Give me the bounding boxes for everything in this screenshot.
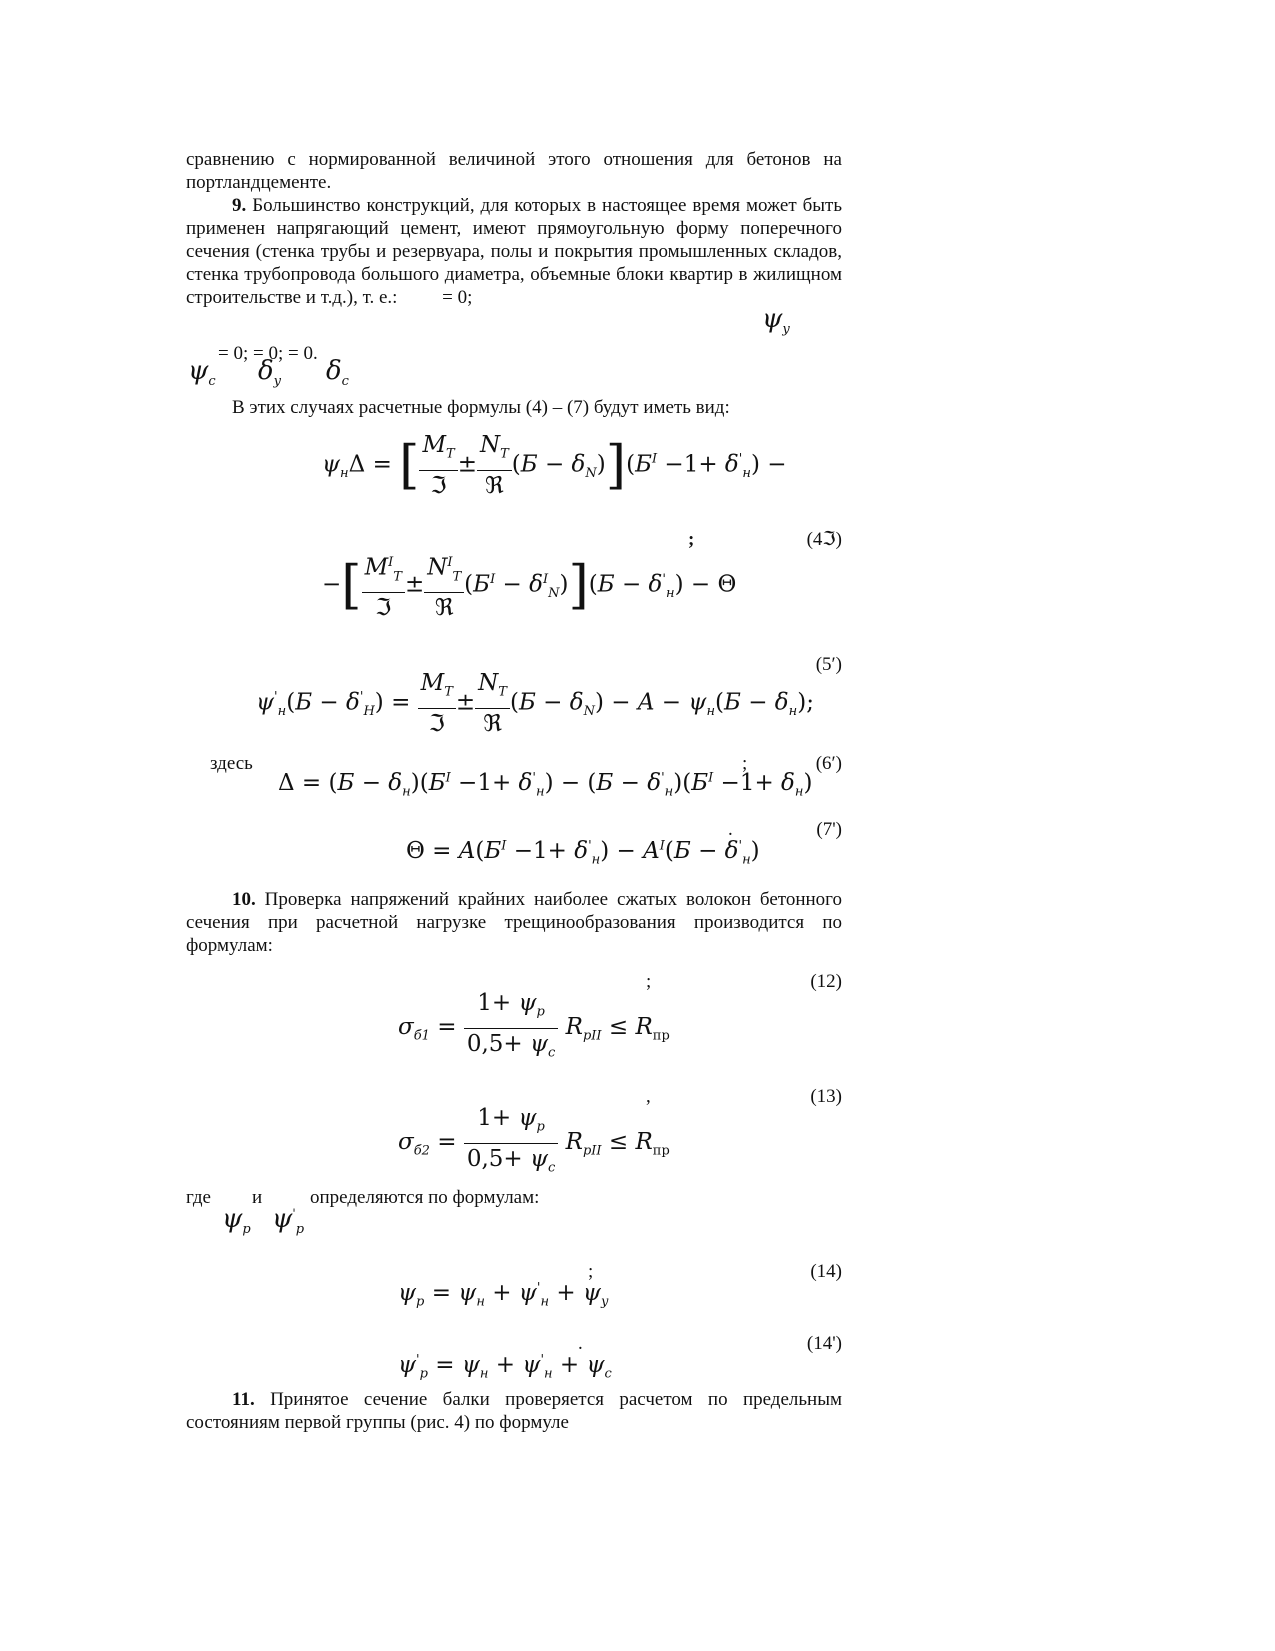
delta-y-symbol: $\delta_y$ bbox=[258, 356, 282, 390]
equation-14: $\psi_p = \psi_н + \psi'_н + \psi_y$ bbox=[398, 1280, 609, 1310]
item-number: 10. bbox=[232, 889, 256, 910]
gde-label: где bbox=[186, 1187, 211, 1208]
equation-7-punct: . bbox=[728, 819, 733, 840]
item-number: 9. bbox=[232, 195, 247, 216]
and-label: и bbox=[252, 1187, 263, 1208]
equation-4-number: (4ℑ) bbox=[806, 529, 842, 550]
equation-14p-punct: . bbox=[578, 1333, 583, 1354]
paragraph-9-text: Большинство конструкций, для которых в настоящее время может быть применен напрягающий цемент, имеют прямоугольную форму поперечного сечения (стенка трубы и резервуара, полы и покрытия промышленных складов, стенка трубопровода большого диаметра, объемные блоки квартир в жилищном строительстве и т.д.), т. е.: bbox=[186, 195, 843, 308]
psi-p-prime-symbol: $\psi'_p$ bbox=[272, 1204, 305, 1238]
equation-4-part1: $\psi_н\Delta$ = [ $\frac{M_T}{\text{ℑ}}$ ± $\frac{N_T}{\text{ℜ}}$ $(Б - \delta_N)](Б^I -1+ \delta'_н)$ − bbox=[322, 432, 787, 499]
psi-y-symbol: $\psi_y$ bbox=[762, 304, 790, 338]
equation-4-part2: −[ $\frac{M^I_T}{\text{ℑ}}$ ± $\frac{N^I_T}{\text{ℜ}}$ $(Б^I - \delta^I_N)](Б - \delta'_н) - \Theta$ bbox=[322, 548, 736, 623]
determined-label: определяются по формулам: bbox=[310, 1187, 540, 1208]
psi-p-symbol: $\psi_p$ bbox=[222, 1204, 251, 1238]
paragraph-10-text: Проверка напряжений крайних наиболее сжатых волокон бетонного сечения при расчетной нагрузке трещинообразования производится по формулам: bbox=[186, 889, 842, 956]
paragraph-1: сравнению с нормированной величиной этого отношения для бетонов на портландцементе. bbox=[186, 149, 842, 193]
paragraph-11 bbox=[186, 1388, 842, 1434]
equation-6-punct: ; bbox=[742, 753, 748, 774]
paragraph-9-tail: = 0; bbox=[442, 287, 473, 308]
equation-5: $\psi'_н(Б - \delta'_H)$ = $\frac{M_T}{\text{ℑ}}$ ± $\frac{N_T}{\text{ℜ}}$ $(Б - \delta_N) - A - \psi_н(Б - \delta_н)$; bbox=[256, 670, 814, 737]
equation-14-punct: ; bbox=[588, 1261, 594, 1282]
equation-7: $\Theta = A(Б^I -1+ \delta'_н) - A^I(Б - \delta'_н)$ bbox=[406, 838, 760, 868]
cases-line: В этих случаях расчетные формулы (4) – (7) будут иметь вид: bbox=[232, 397, 730, 418]
paragraph-9 bbox=[186, 194, 842, 309]
item-number: 11. bbox=[232, 1389, 255, 1410]
equation-6: $\Delta = (Б - \delta_н)(Б^I -1+ \delta'_н) - (Б - \delta'_н)(Б^I -1+ \delta_н)$ bbox=[278, 770, 813, 800]
equation-14p-number: (14') bbox=[806, 1333, 842, 1354]
equation-12-number: (12) bbox=[810, 971, 842, 992]
conditions-line: = 0; = 0; = 0. bbox=[218, 343, 318, 364]
equation-12: $\sigma_{б1}$ = $\frac{1+ \psi_p}{0,5+ \psi_c}$ $R_{pII} \le R_{пр}$ bbox=[398, 990, 670, 1061]
delta-c-symbol: $\delta_c$ bbox=[326, 356, 349, 390]
equation-5-number: (5′) bbox=[815, 654, 842, 675]
equation-6-number: (6′) bbox=[815, 753, 842, 774]
equation-13-number: (13) bbox=[810, 1086, 842, 1107]
equation-14-number: (14) bbox=[810, 1261, 842, 1282]
paragraph-11-text: Принятое сечение балки проверяется расчетом по предельным состояниям первой группы (рис. 4) по формуле bbox=[186, 1389, 843, 1433]
paragraph-10 bbox=[186, 888, 842, 957]
equation-4-punct: ; bbox=[688, 529, 695, 550]
equation-14-prime: $\psi'_p = \psi_н + \psi'_н + \psi_c$ bbox=[398, 1352, 612, 1382]
zdes-label: здесь bbox=[210, 753, 253, 774]
equation-13: $\sigma_{б2}$ = $\frac{1+ \psi_p}{0,5+ \psi_c}$ $R_{pII} \le R_{пр}$ bbox=[398, 1105, 670, 1176]
equation-13-punct: , bbox=[646, 1086, 651, 1107]
psi-c-symbol: $\psi_c$ bbox=[188, 356, 216, 390]
equation-7-number: (7') bbox=[816, 819, 842, 840]
equation-12-punct: ; bbox=[646, 971, 652, 992]
